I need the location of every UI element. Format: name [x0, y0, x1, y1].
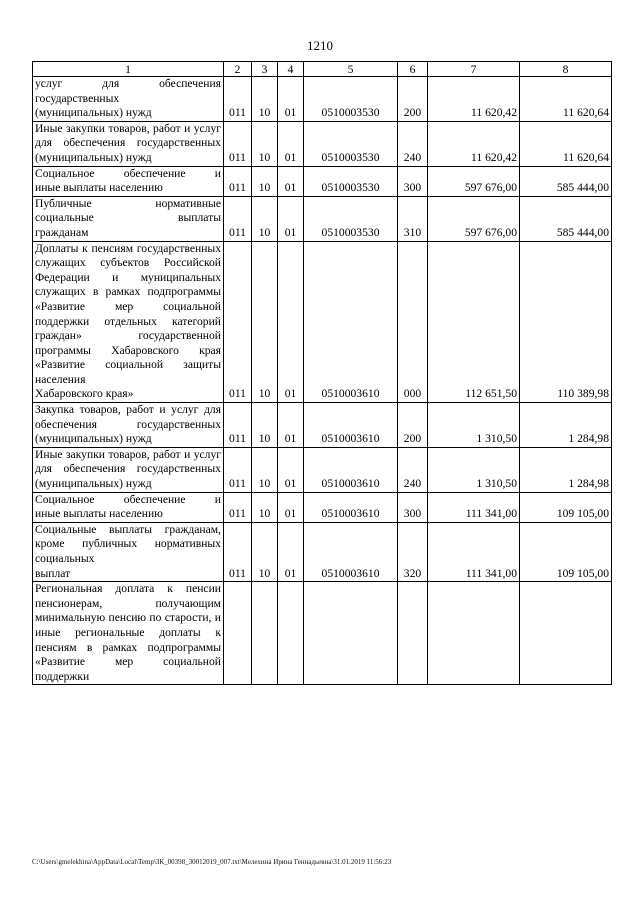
column-header: 5	[304, 62, 398, 77]
row-description	[33, 241, 224, 403]
row-description	[33, 196, 224, 241]
section-code-cell: 10	[252, 196, 278, 241]
description-last-line: (муниципальных) нужд	[35, 432, 152, 446]
description-line: государственных	[136, 462, 221, 476]
target-article-cell: 0510003610	[304, 241, 398, 403]
description-last-line: иные выплаты населению	[35, 181, 163, 195]
table-header-row	[33, 62, 612, 77]
description-line: края «Развитие социальной	[35, 343, 221, 372]
table-row	[33, 447, 612, 492]
target-article-cell: 0510003530	[304, 77, 398, 122]
description-line: получающим минимальную	[35, 596, 221, 625]
table-body	[33, 77, 612, 685]
amount-year2-cell: 109 105,00	[520, 522, 612, 581]
description-last-line: иные выплаты населению	[35, 507, 163, 521]
description-line: Социальные выплаты	[35, 522, 152, 536]
row-description	[33, 166, 224, 196]
expense-type-cell: 240	[398, 121, 428, 166]
description-line: служащих в рамках	[35, 285, 141, 299]
subsection-code-cell: 01	[278, 522, 304, 581]
amount-year1-cell: 597 676,00	[428, 166, 520, 196]
column-header: 2	[224, 62, 252, 77]
column-header: 8	[520, 62, 612, 77]
ministry-code-cell: 011	[224, 447, 252, 492]
target-article-cell: 0510003530	[304, 121, 398, 166]
section-code-cell	[252, 582, 278, 685]
description-line: государственных служащих	[35, 241, 222, 270]
description-line: защиты населения	[35, 358, 221, 386]
ministry-code-cell: 011	[224, 241, 252, 403]
ministry-code-cell: 011	[224, 403, 252, 448]
column-header: 3	[252, 62, 278, 77]
column-header: 4	[278, 62, 304, 77]
description-line: Закупка товаров, работ и	[35, 403, 166, 417]
description-line: субъектов Российской	[100, 256, 221, 270]
amount-year2-cell: 110 389,98	[520, 241, 612, 403]
expense-type-cell: 200	[398, 77, 428, 122]
description-line: программы Хабаровского	[35, 343, 179, 357]
section-code-cell: 10	[252, 447, 278, 492]
description-last-line: (муниципальных) нужд	[35, 150, 152, 164]
amount-year1-cell: 1 310,50	[428, 447, 520, 492]
expense-type-cell: 300	[398, 166, 428, 196]
description-line: граждан» государственной	[35, 329, 221, 343]
ministry-code-cell: 011	[224, 522, 252, 581]
table-row	[33, 403, 612, 448]
description-last-line: Хабаровского края»	[35, 387, 134, 401]
amount-year1-cell: 11 620,42	[428, 121, 520, 166]
section-code-cell: 10	[252, 522, 278, 581]
amount-year2-cell: 1 284,98	[520, 403, 612, 448]
column-header: 1	[33, 62, 224, 77]
description-line: Иные закупки товаров, работ	[35, 121, 181, 135]
description-last-line: гражданам	[35, 225, 89, 239]
row-description	[33, 77, 224, 122]
description-line: государственных	[136, 417, 221, 431]
row-description	[33, 447, 224, 492]
description-line: гражданам, кроме публичных	[35, 522, 221, 551]
description-line: государственных	[35, 91, 120, 105]
subsection-code-cell: 01	[278, 241, 304, 403]
description-line: и услуг для обеспечения	[35, 447, 221, 476]
expense-type-cell: 240	[398, 447, 428, 492]
description-line: социальной поддержки	[35, 299, 221, 328]
row-description	[33, 522, 224, 581]
table-row	[33, 522, 612, 581]
amount-year1-cell	[428, 582, 520, 685]
description-line: услуг для обеспечения	[35, 403, 222, 431]
description-last-line: выплат	[35, 566, 71, 580]
table-row	[33, 492, 612, 522]
description-last-line: (муниципальных) нужд	[35, 106, 152, 120]
amount-year1-cell: 112 651,50	[428, 241, 520, 403]
description-line: Иные закупки товаров, работ	[35, 447, 181, 461]
column-header: 6	[398, 62, 428, 77]
section-code-cell: 10	[252, 492, 278, 522]
table-row	[33, 121, 612, 166]
description-last-line: (муниципальных) нужд	[35, 477, 152, 491]
description-line: отдельных категорий	[104, 314, 221, 328]
table-row	[33, 196, 612, 241]
expense-type-cell	[398, 582, 428, 685]
table-row	[33, 241, 612, 403]
amount-year1-cell: 111 341,00	[428, 492, 520, 522]
target-article-cell: 0510003610	[304, 492, 398, 522]
section-code-cell: 10	[252, 241, 278, 403]
description-line: подпрограммы «Развитие мер	[35, 285, 221, 313]
subsection-code-cell	[278, 582, 304, 685]
target-article-cell: 0510003610	[304, 403, 398, 448]
expense-type-cell: 320	[398, 522, 428, 581]
description-line: региональные доплаты к	[75, 625, 221, 639]
subsection-code-cell: 01	[278, 403, 304, 448]
subsection-code-cell: 01	[278, 196, 304, 241]
amount-year1-cell: 1 310,50	[428, 403, 520, 448]
ministry-code-cell: 011	[224, 166, 252, 196]
amount-year1-cell: 11 620,42	[428, 77, 520, 122]
target-article-cell: 0510003610	[304, 447, 398, 492]
description-line: Социальное обеспечение и	[35, 492, 221, 506]
target-article-cell: 0510003610	[304, 522, 398, 581]
expense-type-cell: 300	[398, 492, 428, 522]
page-number: 1210	[307, 38, 333, 53]
table-row	[33, 166, 612, 196]
ministry-code-cell: 011	[224, 196, 252, 241]
description-line: услуг для обеспечения	[35, 77, 221, 90]
row-description	[33, 121, 224, 166]
section-code-cell: 10	[252, 77, 278, 122]
description-line: нормативных социальных	[35, 537, 221, 565]
section-code-cell: 10	[252, 121, 278, 166]
budget-table	[32, 61, 612, 685]
description-line: пенсиям в рамках	[35, 640, 138, 654]
subsection-code-cell: 01	[278, 77, 304, 122]
subsection-code-cell: 01	[278, 166, 304, 196]
ministry-code-cell	[224, 582, 252, 685]
description-line: пенсию по старости, и иные	[35, 611, 221, 639]
subsection-code-cell: 01	[278, 492, 304, 522]
expense-type-cell: 000	[398, 241, 428, 403]
ministry-code-cell: 011	[224, 121, 252, 166]
amount-year2-cell: 11 620,64	[520, 121, 612, 166]
subsection-code-cell: 01	[278, 447, 304, 492]
table-row	[33, 582, 612, 685]
amount-year2-cell: 11 620,64	[520, 77, 612, 122]
amount-year2-cell: 109 105,00	[520, 492, 612, 522]
table-row	[33, 77, 612, 122]
row-description	[33, 582, 224, 685]
section-code-cell: 10	[252, 166, 278, 196]
description-line: государственных	[136, 136, 221, 150]
amount-year2-cell: 1 284,98	[520, 447, 612, 492]
description-line: Социальное обеспечение и	[35, 166, 221, 180]
expense-type-cell: 310	[398, 196, 428, 241]
expense-type-cell: 200	[398, 403, 428, 448]
amount-year1-cell: 111 341,00	[428, 522, 520, 581]
description-line: Публичные нормативные	[35, 196, 221, 210]
description-line: социальные выплаты	[35, 211, 221, 225]
target-article-cell: 0510003530	[304, 166, 398, 196]
amount-year1-cell: 597 676,00	[428, 196, 520, 241]
row-description	[33, 403, 224, 448]
ministry-code-cell: 011	[224, 492, 252, 522]
description-line: Доплаты к пенсиям	[35, 241, 134, 255]
description-line: пенсии пенсионерам,	[35, 582, 221, 610]
row-description	[33, 492, 224, 522]
subsection-code-cell: 01	[278, 121, 304, 166]
file-path-footer: C:\Users\gmelekhina\AppData\Local\Temp\ЗК_00398_30012019_007.txt\Мелехина Ирина Геннадьевна\31.01.2019 11:56:23	[32, 858, 392, 866]
description-line: социальной поддержки	[35, 655, 221, 683]
ministry-code-cell: 011	[224, 77, 252, 122]
description-line: Федерации и муниципальных	[35, 270, 221, 284]
section-code-cell: 10	[252, 403, 278, 448]
amount-year2-cell: 585 444,00	[520, 166, 612, 196]
column-header: 7	[428, 62, 520, 77]
target-article-cell	[304, 582, 398, 685]
target-article-cell: 0510003530	[304, 196, 398, 241]
amount-year2-cell	[520, 582, 612, 685]
amount-year2-cell: 585 444,00	[520, 196, 612, 241]
description-line: Региональная доплата к	[35, 582, 173, 596]
description-line: подпрограммы «Развитие мер	[35, 640, 221, 669]
description-line: и услуг для обеспечения	[35, 121, 221, 150]
